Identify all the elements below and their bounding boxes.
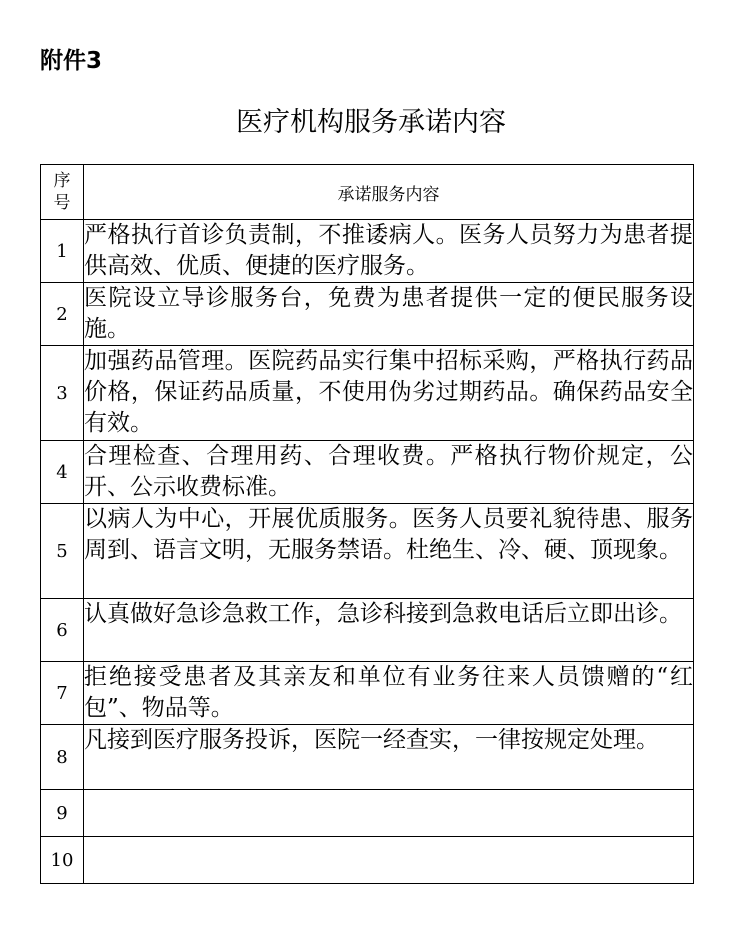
row-number: 7 xyxy=(41,662,84,725)
row-content: 医院设立导诊服务台，免费为患者提供一定的便民服务设施。 xyxy=(84,283,694,346)
row-number: 9 xyxy=(41,790,84,837)
row-number: 4 xyxy=(41,441,84,504)
row-content xyxy=(84,837,694,884)
table-row xyxy=(41,504,694,599)
attachment-label: 附件3 xyxy=(40,48,103,74)
row-number: 6 xyxy=(41,599,84,662)
row-content: 加强药品管理。医院药品实行集中招标采购，严格执行药品价格，保证药品质量，不使用伪劣过期药品。确保药品安全有效。 xyxy=(84,346,694,441)
row-number: 3 xyxy=(41,346,84,441)
table-row xyxy=(41,346,694,441)
table-row xyxy=(41,220,694,283)
row-number: 10 xyxy=(41,837,84,884)
header-serial-char-1: 序 xyxy=(53,171,71,191)
table-row xyxy=(41,599,694,662)
row-number: 5 xyxy=(41,504,84,599)
row-number: 2 xyxy=(41,283,84,346)
table-row xyxy=(41,662,694,725)
table-row xyxy=(41,725,694,790)
table-row xyxy=(41,790,694,837)
header-serial-number xyxy=(41,165,84,220)
row-content: 认真做好急诊急救工作，急诊科接到急救电话后立即出诊。 xyxy=(84,599,694,662)
row-content xyxy=(84,790,694,837)
document-title: 医疗机构服务承诺内容 xyxy=(236,107,506,138)
service-pledge-table xyxy=(40,164,694,884)
table-row xyxy=(41,837,694,884)
table-row xyxy=(41,283,694,346)
row-number: 8 xyxy=(41,725,84,790)
row-number: 1 xyxy=(41,220,84,283)
row-content: 拒绝接受患者及其亲友和单位有业务往来人员馈赠的“红包”、物品等。 xyxy=(84,662,694,725)
row-content: 合理检查、合理用药、合理收费。严格执行物价规定，公开、公示收费标准。 xyxy=(84,441,694,504)
table-row xyxy=(41,441,694,504)
row-content: 严格执行首诊负责制，不推诿病人。医务人员努力为患者提供高效、优质、便捷的医疗服务。 xyxy=(84,220,694,283)
table-header-row xyxy=(41,165,694,220)
header-serial-char-2: 号 xyxy=(53,193,71,213)
header-pledge-content: 承诺服务内容 xyxy=(84,165,694,220)
row-content: 凡接到医疗服务投诉，医院一经查实，一律按规定处理。 xyxy=(84,725,694,790)
row-content: 以病人为中心，开展优质服务。医务人员要礼貌待患、服务周到、语言文明，无服务禁语。杜绝生、冷、硬、顶现象。 xyxy=(84,504,694,599)
